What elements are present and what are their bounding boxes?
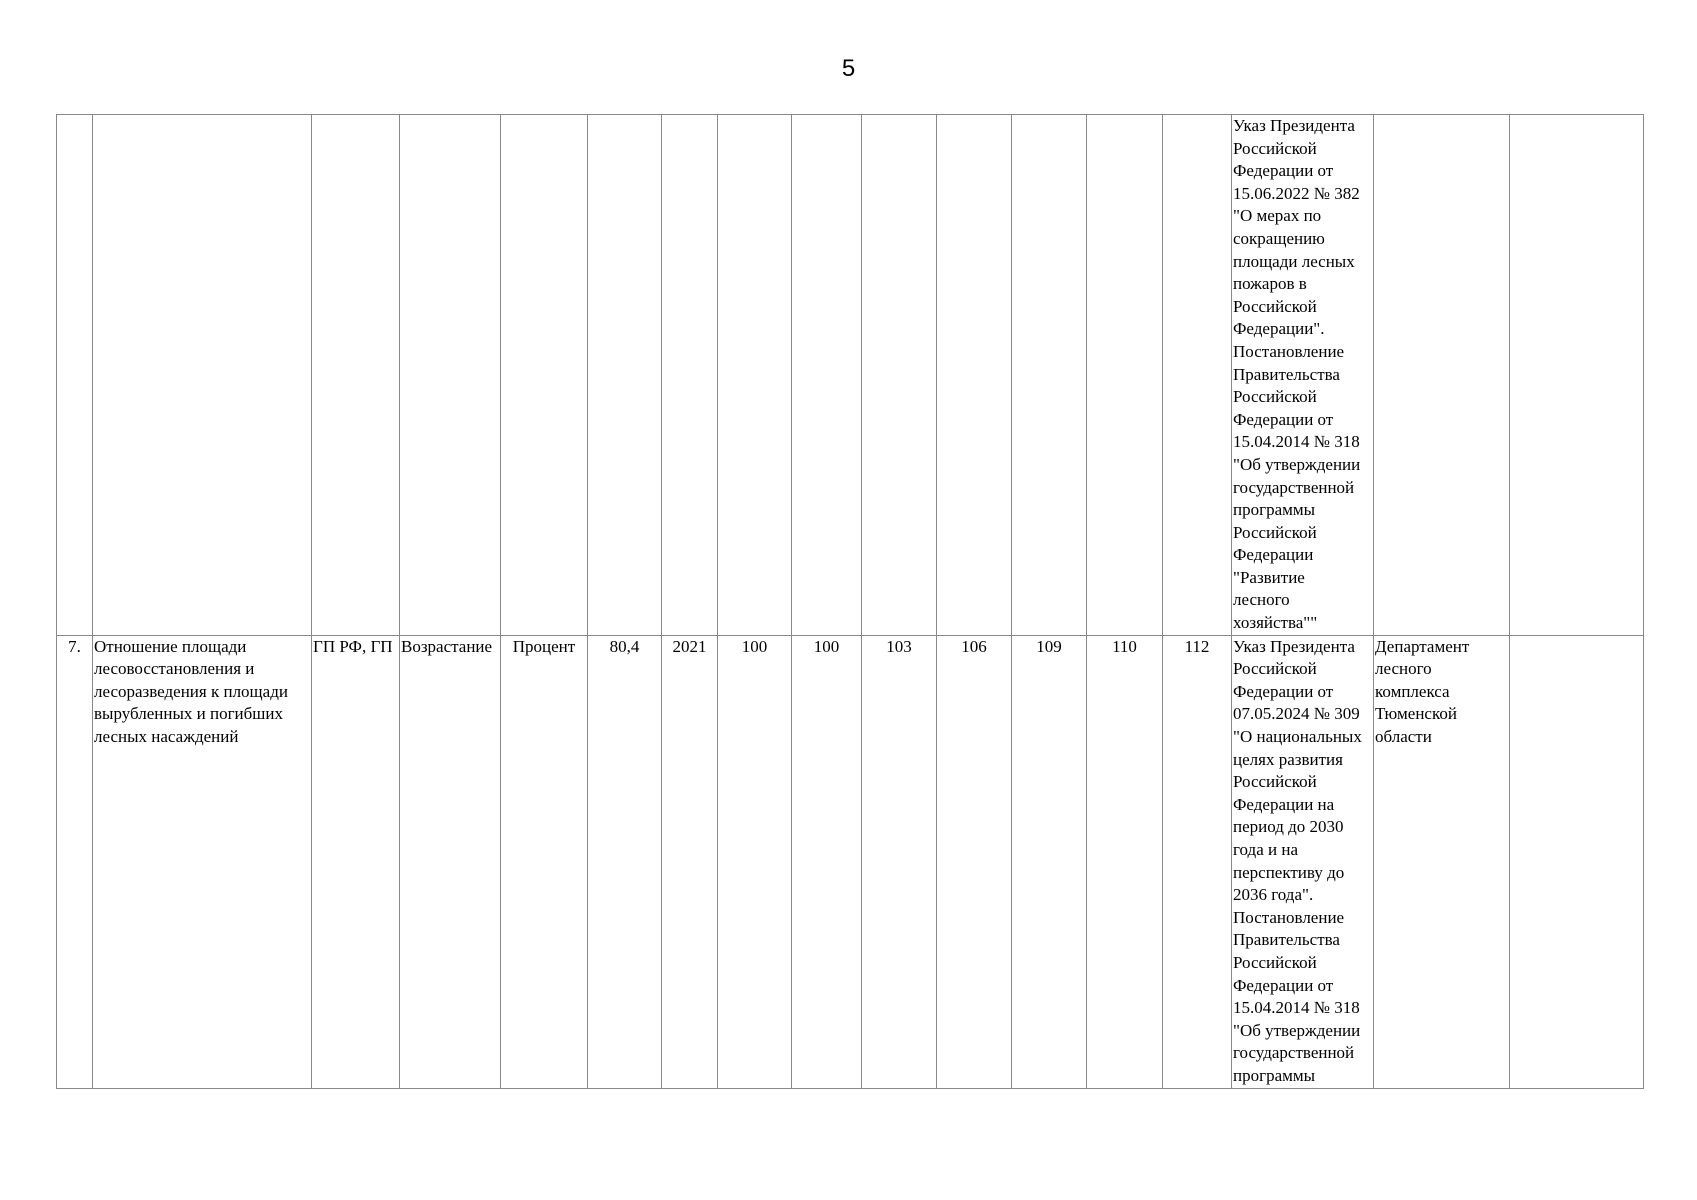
legal-basis-line: программы (1233, 500, 1316, 520)
legal-basis-line: Российской (1233, 296, 1317, 316)
base-year: 2021 (662, 635, 718, 1088)
legal-basis-line: Федерации от (1233, 681, 1334, 701)
indicator-name-line: вырубленных и погибших (94, 704, 283, 724)
legal-basis (1232, 635, 1374, 1088)
info-system (1510, 635, 1644, 1088)
indicator-name-line: лесных насаждений (94, 727, 239, 747)
base-value: 80,4 (588, 635, 662, 1088)
legal-basis-line: "О национальных (1233, 727, 1362, 747)
legal-basis-line: 2036 года". (1233, 885, 1314, 905)
legal-basis-line: Федерации на (1233, 794, 1335, 814)
cell-legal-basis (1232, 115, 1374, 636)
legal-basis-line: Российской (1233, 772, 1317, 792)
legal-basis-line: 15.04.2014 № 318 (1233, 998, 1360, 1018)
indicator-level: ГП РФ, ГП (312, 635, 400, 1088)
indicator-name-line: Отношение площади (94, 636, 247, 656)
legal-basis-line: перспективу до (1233, 862, 1345, 882)
legal-basis-line: "О мерах по (1233, 206, 1322, 226)
legal-basis-line: Федерации". (1233, 319, 1325, 339)
legal-basis-line: целях развития (1233, 749, 1343, 769)
legal-basis-line: Правительства (1233, 364, 1340, 384)
legal-basis-line: государственной (1233, 1043, 1355, 1063)
cell-level (312, 115, 400, 636)
cell-indicator-name (93, 115, 312, 636)
legal-basis-line: пожаров в (1233, 274, 1307, 294)
cell-unit (501, 115, 588, 636)
table-row-continuation (57, 115, 1644, 636)
target-value-7: 112 (1163, 635, 1232, 1088)
legal-basis-line: Российской (1233, 659, 1317, 679)
target-value-4: 106 (937, 635, 1012, 1088)
target-value-2: 100 (792, 635, 862, 1088)
legal-basis-line: Российской (1233, 387, 1317, 407)
responsible-line: лесного (1375, 659, 1432, 679)
legal-basis-line: Федерации от (1233, 161, 1334, 181)
page-number: 5 (841, 55, 856, 82)
cell-value-5 (1012, 115, 1087, 636)
target-value-5: 109 (1012, 635, 1087, 1088)
legal-basis-line: период до 2030 (1233, 817, 1344, 837)
legal-basis-line: Российской (1233, 952, 1317, 972)
cell-responsible (1374, 115, 1510, 636)
cell-value-3 (862, 115, 937, 636)
cell-info-system (1510, 115, 1644, 636)
legal-basis-line: Указ Президента (1233, 636, 1355, 656)
cell-value-4 (937, 115, 1012, 636)
legal-basis-line: "Развитие (1233, 567, 1305, 587)
target-value-1: 100 (718, 635, 792, 1088)
legal-basis-line: Федерации от (1233, 409, 1334, 429)
legal-basis-line: Постановление (1233, 907, 1345, 927)
cell-value-6 (1087, 115, 1163, 636)
cell-base-year (662, 115, 718, 636)
indicator-name-line: лесовосстановления и (94, 659, 255, 679)
legal-basis-line: лесного (1233, 590, 1290, 610)
cell-number (57, 115, 93, 636)
legal-basis-line: Постановление (1233, 341, 1345, 361)
legal-basis-line: Федерации (1233, 545, 1314, 565)
legal-basis-line: "Об утверждении (1233, 1020, 1361, 1040)
legal-basis-line: Российской (1233, 138, 1317, 158)
legal-basis-line: Российской (1233, 522, 1317, 542)
responsible-line: Департамент (1375, 636, 1470, 656)
cell-value-2 (792, 115, 862, 636)
legal-basis-line: года и на (1233, 840, 1298, 859)
indicator-trend: Возрастание (400, 635, 501, 1088)
legal-basis-line: Указ Президента (1233, 116, 1355, 135)
target-value-3: 103 (862, 635, 937, 1088)
cell-value-7 (1163, 115, 1232, 636)
responsible-line: области (1375, 727, 1432, 747)
cell-trend (400, 115, 501, 636)
indicator-name (93, 635, 312, 1088)
cell-value-1 (718, 115, 792, 636)
legal-basis-line: "Об утверждении (1233, 454, 1361, 474)
legal-basis-line: хозяйства"" (1233, 613, 1318, 633)
target-value-6: 110 (1087, 635, 1163, 1088)
responsible-body (1374, 635, 1510, 1088)
legal-basis-line: Федерации от (1233, 975, 1334, 995)
indicator-unit: Процент (501, 635, 588, 1088)
legal-basis-line: программы (1233, 1065, 1316, 1085)
indicator-name-line: лесоразведения к площади (94, 681, 288, 701)
legal-basis-line: площади лесных (1233, 251, 1355, 271)
cell-base-value (588, 115, 662, 636)
legal-basis-line: 15.04.2014 № 318 (1233, 432, 1360, 452)
responsible-line: комплекса (1375, 681, 1450, 701)
indicators-table (56, 114, 1644, 1089)
legal-basis-line: 07.05.2024 № 309 (1233, 704, 1360, 724)
legal-basis-line: 15.06.2022 № 382 (1233, 183, 1360, 203)
legal-basis-line: государственной (1233, 477, 1355, 497)
table-row (57, 635, 1644, 1088)
legal-basis-line: Правительства (1233, 930, 1340, 950)
legal-basis-line: сокращению (1233, 228, 1325, 248)
row-number: 7. (57, 635, 93, 1088)
responsible-line: Тюменской (1375, 704, 1457, 724)
